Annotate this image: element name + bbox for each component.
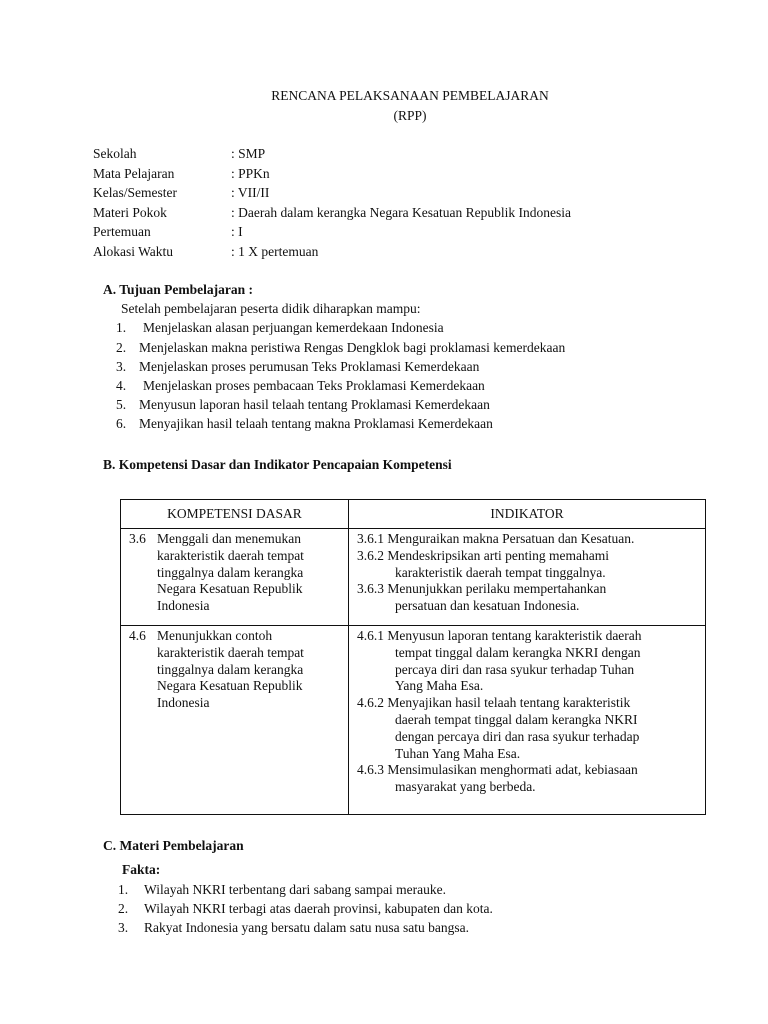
kd-text-line: Negara Kesatuan Republik [157,581,303,597]
list-item [118,880,446,900]
kd-text-line: karakteristik daerah tempat [157,547,304,563]
indicator-item: 4.6.3 Mensimulasikan menghormati adat, kebiasaan [357,762,638,778]
info-label: Pertemuan [93,224,151,239]
list-number: 1. [116,320,127,335]
list-text: Wilayah NKRI terbagi atas daerah provinsi, kabupaten dan kota. [144,901,493,916]
indicator-continuation: percaya diri dan rasa syukur terhadap Tuhan [395,661,635,677]
info-row [93,203,571,223]
indicator-item: 4.6.1 Menyusun laporan tentang karakteristik daerah [357,628,642,643]
list-item [116,414,493,434]
identity-block [93,144,571,261]
list-item [118,899,493,919]
list-number: 2. [116,340,127,355]
kd-code: 3.6 [129,531,146,546]
indicator-item: 3.6.3 Menunjukkan perilaku mempertahankan [357,581,607,597]
info-label: Alokasi Waktu [93,243,174,259]
header-indikator: INDIKATOR [349,500,706,529]
table-row [121,626,706,815]
info-value: : I [231,224,243,239]
kd-text-line: tinggalnya dalam kerangka [157,661,304,677]
indicator-continuation: karakteristik daerah tempat tinggalnya. [395,564,606,580]
list-number: 3. [118,920,129,935]
section-c-subheading: Fakta: [122,862,161,877]
kd-code: 4.6 [129,628,146,643]
section-b-heading: B. Kompetensi Dasar dan Indikator Pencapaian Kompetensi [103,457,452,472]
info-value: : VII/II [231,185,270,200]
kd-description [157,531,304,615]
kd-text-line: Menggali dan menemukan [157,531,301,546]
info-label: Mata Pelajaran [93,165,175,181]
list-item [116,338,565,358]
document-title: RENCANA PELAKSANAAN PEMBELAJARAN [271,88,549,103]
indicator-continuation: Tuhan Yang Maha Esa. [395,745,521,761]
info-label: Sekolah [93,146,137,161]
kd-cell [121,529,349,626]
info-label: Kelas/Semester [93,185,177,200]
indicator-continuation: daerah tempat tinggal dalam kerangka NKRI [395,711,638,727]
indicator-continuation: tempat tinggal dalam kerangka NKRI dengan [395,644,641,660]
info-label: Materi Pokok [93,204,167,220]
kd-text-line: Indonesia [157,695,210,711]
info-row [93,144,571,164]
list-text: Menjelaskan proses pembacaan Teks Proklamasi Kemerdekaan [143,378,485,393]
list-item [116,376,485,396]
list-number: 6. [116,416,127,431]
info-row [93,183,571,203]
indicator-continuation: masyarakat yang berbeda. [395,779,536,795]
list-item [116,318,444,338]
info-value: : 1 X pertemuan [231,243,319,259]
indicator-cell [349,626,706,815]
list-text: Menjelaskan makna peristiwa Rengas Dengklok bagi proklamasi kemerdekaan [139,340,566,355]
table-row [121,529,706,626]
list-text: Menjelaskan proses perumusan Teks Proklamasi Kemerdekaan [139,359,480,374]
section-a-intro: Setelah pembelajaran peserta didik diharapkan mampu: [121,301,421,316]
info-value: : Daerah dalam kerangka Negara Kesatuan Republik Indonesia [231,204,571,220]
kd-text-line: karakteristik daerah tempat [157,644,304,660]
kd-text-line: Indonesia [157,598,210,614]
info-value: : PPKn [231,165,270,181]
list-item [116,357,479,377]
list-number: 3. [116,359,127,374]
list-number: 2. [118,901,129,916]
section-a-heading: A. Tujuan Pembelajaran : [103,282,254,297]
list-number: 4. [116,378,127,393]
info-row [93,164,571,184]
indicator-continuation: Yang Maha Esa. [395,678,484,694]
list-item [118,918,469,938]
list-text: Wilayah NKRI terbentang dari sabang sampai merauke. [144,882,446,897]
list-text: Menyajikan hasil telaah tentang makna Proklamasi Kemerdekaan [139,416,493,431]
kd-description [157,628,304,712]
table-header-row [121,500,706,529]
info-row [93,222,571,242]
info-value: : SMP [231,146,266,161]
list-text: Menyusun laporan hasil telaah tentang Proklamasi Kemerdekaan [139,397,490,412]
kd-text-line: Menunjukkan contoh [157,628,273,643]
list-text: Menjelaskan alasan perjuangan kemerdekaan Indonesia [143,320,444,335]
info-row [93,242,571,262]
list-text: Rakyat Indonesia yang bersatu dalam satu nusa satu bangsa. [144,920,470,935]
kd-text-line: tinggalnya dalam kerangka [157,564,304,580]
indicator-item: 3.6.2 Mendeskripsikan arti penting memahami [357,547,609,563]
kd-cell [121,626,349,815]
indicator-item: 4.6.2 Menyajikan hasil telaah tentang karakteristik [357,695,631,711]
header-kompetensi-dasar: KOMPETENSI DASAR [121,500,349,529]
list-number: 5. [116,397,127,412]
document-subtitle: (RPP) [393,108,427,123]
section-c-heading: C. Materi Pembelajaran [103,838,244,853]
indicator-cell [349,529,706,626]
competency-table [120,499,706,815]
list-number: 1. [118,882,129,897]
indicator-item: 3.6.1 Menguraikan makna Persatuan dan Kesatuan. [357,531,635,546]
indicator-continuation: dengan percaya diri dan rasa syukur terhadap [395,728,640,744]
list-item [116,395,490,415]
kd-text-line: Negara Kesatuan Republik [157,678,303,694]
indicator-continuation: persatuan dan kesatuan Indonesia. [395,598,580,614]
